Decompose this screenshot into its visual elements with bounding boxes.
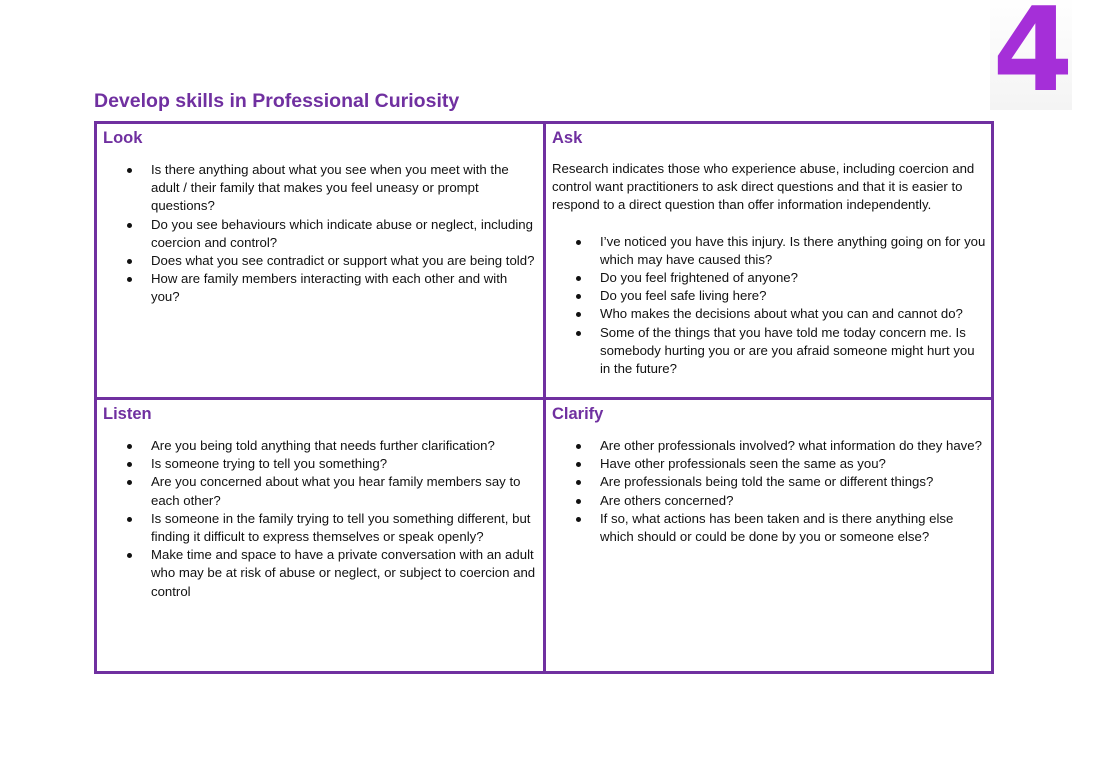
clarify-bullet-item — [600, 473, 988, 491]
ask-bullet-text: Do you feel frightened of anyone? — [600, 270, 798, 286]
clarify-bullet-item — [600, 492, 988, 510]
listen-bullet-text: Make time and space to have a private conversation with an adult who may be at risk of abuse or neglect, or subject to coercion and control — [151, 547, 536, 599]
look-bullet-text: Is there anything about what you see when you meet with the adult / their family that makes you feel uneasy or prompt questions? — [151, 162, 509, 214]
listen-bullet-item — [151, 455, 537, 473]
look-bullet-item — [151, 252, 537, 270]
look-bullet-text: How are family members interacting with each other and with you? — [151, 271, 508, 305]
clarify-cell — [546, 400, 994, 671]
bullet-icon — [127, 553, 132, 558]
curiosity-grid — [94, 121, 994, 674]
bullet-icon — [127, 259, 132, 264]
listen-cell — [97, 400, 546, 671]
listen-bullet-item — [151, 546, 537, 601]
look-heading: Look — [103, 129, 143, 147]
bullet-icon — [127, 223, 132, 228]
bullet-icon — [127, 444, 132, 449]
clarify-bullet-text: If so, what actions has been taken and is there anything else which should or could be done by you or someone else? — [600, 510, 954, 545]
clarify-bullet-item — [600, 437, 988, 455]
bullet-icon — [576, 517, 581, 522]
bullet-icon — [576, 444, 581, 449]
ask-intro: Research indicates those who experience abuse, including coercion and control want practitioners to ask direct questions and that it is easier to respond to a direct question than offer information independently. — [552, 161, 975, 213]
ask-cell — [546, 124, 994, 400]
bullet-icon — [127, 462, 132, 467]
ask-bullet-text: Who makes the decisions about what you can and cannot do? — [600, 306, 963, 322]
page-title: Develop skills in Professional Curiosity — [94, 90, 460, 113]
bullet-icon — [576, 480, 581, 485]
bullet-icon — [127, 168, 132, 173]
clarify-bullet-text: Are others concerned? — [600, 492, 734, 508]
clarify-heading: Clarify — [552, 405, 604, 423]
ask-bullet-text: Some of the things that you have told me today concern me. Is somebody hurting you or are you afraid someone might hurt you in the future? — [600, 324, 975, 377]
ask-bullet-item — [600, 233, 988, 269]
ask-bullet-item — [600, 305, 988, 323]
look-bullet-item — [151, 270, 537, 306]
ask-bullet-item — [600, 287, 988, 305]
ask-bullet-list — [552, 233, 988, 379]
clarify-bullet-list — [552, 437, 988, 546]
ask-bullet-text: I’ve noticed you have this injury. Is there anything going on for you which may have caused this? — [600, 233, 986, 267]
listen-bullet-item — [151, 473, 537, 509]
clarify-bullet-item — [600, 455, 988, 473]
bullet-icon — [576, 276, 581, 281]
look-bullet-list — [103, 161, 537, 307]
look-bullet-item — [151, 161, 537, 216]
bullet-icon — [576, 462, 581, 467]
bullet-icon — [576, 331, 581, 336]
listen-bullet-text: Is someone trying to tell you something? — [151, 456, 388, 472]
page-number: 4 — [990, 0, 1072, 110]
listen-bullet-text: Are you being told anything that needs further clarification? — [151, 438, 495, 453]
clarify-bullet-text: Are other professionals involved? what information do they have? — [600, 438, 982, 453]
ask-bullet-item — [600, 269, 988, 287]
look-cell — [97, 124, 546, 400]
bullet-icon — [127, 480, 132, 485]
bullet-icon — [127, 517, 132, 522]
ask-bullet-item — [600, 324, 988, 379]
bullet-icon — [127, 277, 132, 282]
clarify-bullet-text: Are professionals being told the same or different things? — [600, 474, 934, 490]
listen-bullet-item — [151, 437, 537, 455]
clarify-bullet-item — [600, 510, 988, 546]
ask-bullet-text: Do you feel safe living here? — [600, 288, 767, 304]
listen-heading: Listen — [103, 405, 152, 423]
bullet-icon — [576, 499, 581, 504]
listen-bullet-text: Is someone in the family trying to tell you something different, but finding it difficult to express themselves or speak openly? — [151, 510, 531, 545]
ask-heading: Ask — [552, 129, 583, 147]
bullet-icon — [576, 294, 581, 299]
listen-bullet-item — [151, 510, 537, 546]
listen-bullet-list — [103, 437, 537, 601]
bullet-icon — [576, 240, 581, 245]
listen-bullet-text: Are you concerned about what you hear family members say to each other? — [151, 474, 521, 508]
bullet-icon — [576, 312, 581, 317]
look-bullet-item — [151, 216, 537, 252]
clarify-bullet-text: Have other professionals seen the same as you? — [600, 456, 886, 472]
look-bullet-text: Do you see behaviours which indicate abuse or neglect, including coercion and control? — [151, 216, 533, 250]
look-bullet-text: Does what you see contradict or support what you are being told? — [151, 253, 535, 269]
